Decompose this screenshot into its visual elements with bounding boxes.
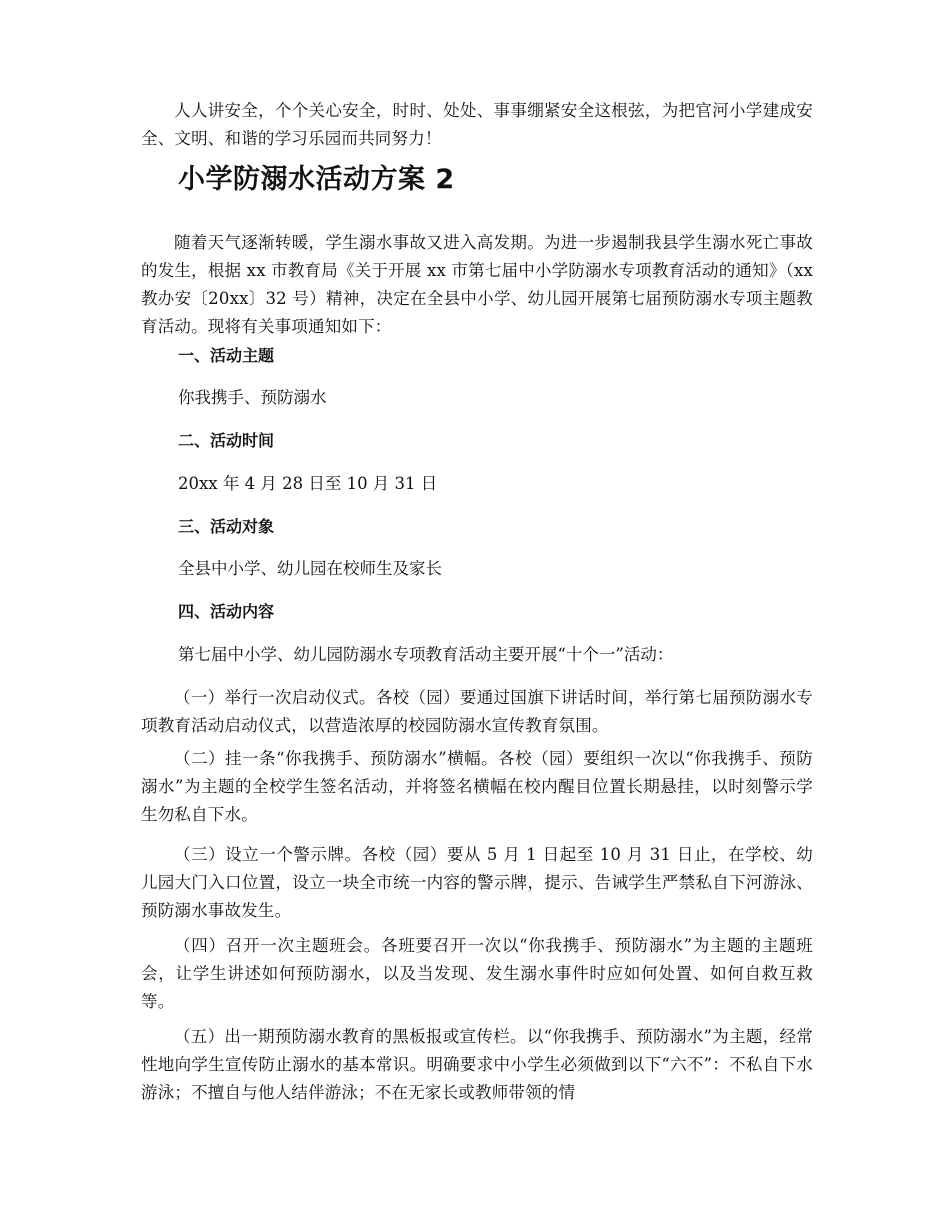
section-heading-time: 二、活动时间 [178, 431, 275, 450]
opening-paragraph: 随着天气逐渐转暖，学生溺水事故又进入高发期。为进一步遏制我县学生溺水死亡事故的发生，根据 xx 市教育局《关于开展 xx 市第七届中小学防溺水专项教育活动的通知》（xx 教办安〔20xx〕32 号）精神，决定在全县中小学、幼儿园开展第七届预防溺水专项主题教育活动。现将有关事项通知如下： [141, 233, 813, 336]
section-heading-audience: 三、活动对象 [178, 517, 275, 536]
list-item-blackboard: （五）出一期预防溺水教育的黑板报或宣传栏。以“你我携手、预防溺水”为主题，经常性地向学生宣传防止溺水的基本常识。明确要求中小学生必须做到以下“六不”：不私自下水游泳；不擅自与他人结伴游泳；不在无家长或教师带领的情 [141, 1027, 813, 1102]
document-title: 小学防溺水活动方案 2 [178, 164, 455, 195]
section-heading-content: 四、活动内容 [178, 602, 275, 621]
section-heading-theme: 一、活动主题 [178, 346, 275, 365]
list-item-warning-sign: （三）设立一个警示牌。各校（园）要从 5 月 1 日起至 10 月 31 日止，在学校、幼儿园大门入口位置，设立一块全市统一内容的警示牌，提示、告诫学生严禁私自下河游泳、预防溺水事故发生。 [141, 845, 813, 920]
section-body-theme: 你我携手、预防溺水 [178, 388, 327, 407]
list-item-class-meeting: （四）召开一次主题班会。各班要召开一次以“你我携手、预防溺水”为主题的主题班会，让学生讲述如何预防溺水，以及当发现、发生溺水事件时应如何处置、如何自救互救等。 [141, 936, 813, 1011]
section-body-audience: 全县中小学、幼儿园在校师生及家长 [178, 559, 442, 578]
section-body-time: 20xx 年 4 月 28 日至 10 月 31 日 [178, 474, 438, 493]
intro-paragraph: 人人讲安全，个个关心安全，时时、处处、事事绷紧安全这根弦，为把官河小学建成安全、文明、和谐的学习乐园而共同努力！ [141, 101, 813, 148]
list-item-banner: （二）挂一条“你我携手、预防溺水”横幅。各校（园）要组织一次以“你我携手、预防溺水”为主题的全校学生签名活动，并将签名横幅在校内醒目位置长期悬挂，以时刻警示学生勿私自下水。 [141, 749, 813, 824]
list-item-launch-ceremony: （一）举行一次启动仪式。各校（园）要通过国旗下讲话时间，举行第七届预防溺水专项教育活动启动仪式，以营造浓厚的校园防溺水宣传教育氛围。 [141, 688, 813, 735]
section-body-content: 第七届中小学、幼儿园防溺水专项教育活动主要开展“十个一”活动： [178, 645, 674, 664]
